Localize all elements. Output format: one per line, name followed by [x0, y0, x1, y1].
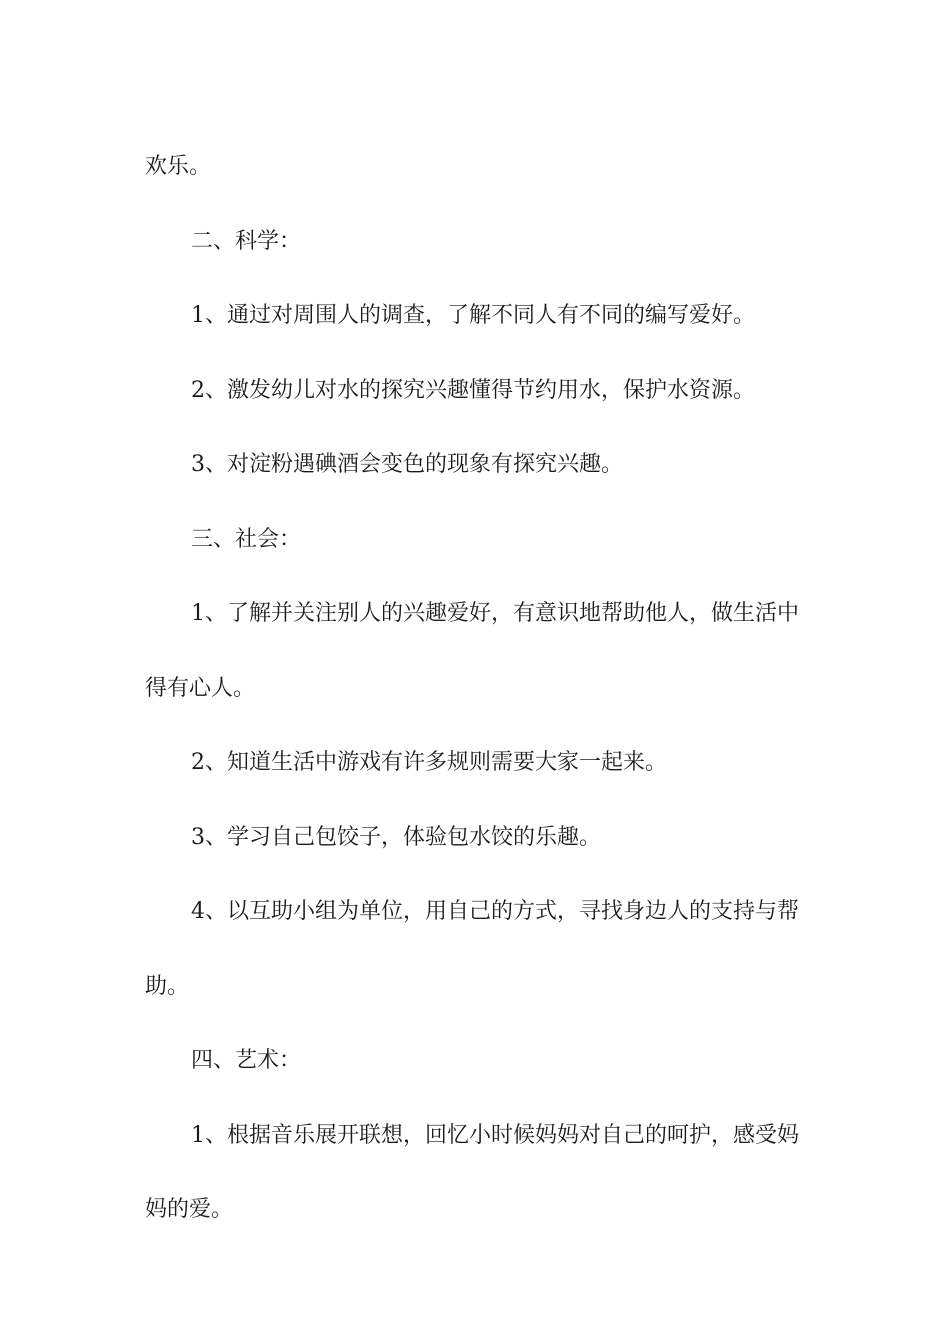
section-heading-art: 四、艺术：: [191, 1048, 302, 1073]
art-item-1: 1、根据音乐展开联想，回忆小时候妈妈对自己的呵护，感受妈妈的爱。: [145, 1122, 799, 1222]
science-item-2: 2、激发幼儿对水的探究兴趣懂得节约用水，保护水资源。: [191, 377, 755, 403]
paragraph-continuation: 欢乐。: [145, 154, 212, 179]
science-item-3: 3、对淀粉遇碘酒会变色的现象有探究兴趣。: [191, 452, 623, 477]
document-body: [145, 130, 810, 1248]
society-item-3: 3、学习自己包饺子，体验包水饺的乐趣。: [191, 824, 601, 850]
society-item-4: 4、以互助小组为单位，用自己的方式，寻找身边人的支持与帮助。: [145, 899, 799, 999]
society-item-2: 2、知道生活中游戏有许多规则需要大家一起来。: [191, 750, 667, 775]
society-item-1: 1、了解并关注别人的兴趣爱好，有意识地帮助他人，做生活中得有心人。: [145, 601, 799, 701]
section-heading-science: 二、科学：: [191, 228, 302, 254]
science-item-1: 1、通过对周围人的调查，了解不同人有不同的编写爱好。: [191, 303, 755, 328]
section-heading-society: 三、社会：: [191, 526, 302, 552]
